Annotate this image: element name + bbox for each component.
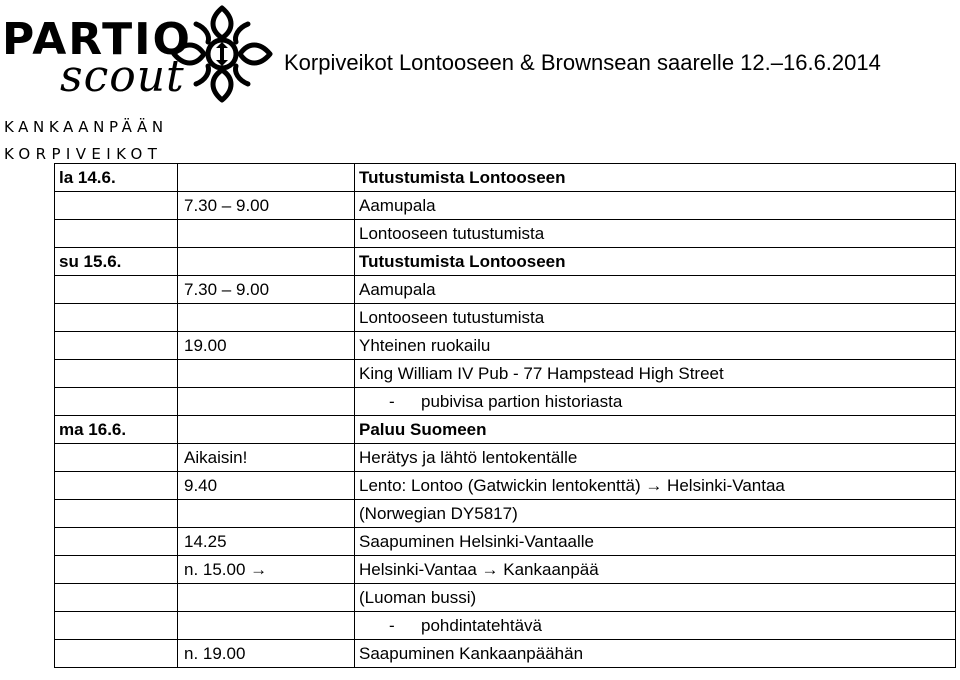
time-cell: 9.40 bbox=[178, 472, 355, 500]
time-cell: n. 19.00 bbox=[178, 640, 355, 668]
event-cell: Helsinki-Vantaa → Kankaanpää bbox=[355, 556, 956, 584]
day-cell bbox=[55, 444, 178, 472]
logo-partio-text: PARTIO bbox=[2, 14, 192, 65]
time-cell bbox=[178, 500, 355, 528]
event-cell: Paluu Suomeen bbox=[355, 416, 956, 444]
bullet-dash: - bbox=[389, 616, 395, 635]
event-cell: Aamupala bbox=[355, 276, 956, 304]
schedule-row bbox=[55, 500, 956, 528]
day-cell bbox=[55, 584, 178, 612]
time-cell bbox=[178, 164, 355, 192]
event-cell: (Norwegian DY5817) bbox=[355, 500, 956, 528]
day-cell bbox=[55, 332, 178, 360]
time-cell bbox=[178, 220, 355, 248]
schedule-day-row bbox=[55, 164, 956, 192]
day-cell bbox=[55, 360, 178, 388]
day-cell: su 15.6. bbox=[55, 248, 178, 276]
fleur-de-lis-emblem-icon bbox=[166, 2, 278, 106]
day-cell bbox=[55, 640, 178, 668]
event-text: pubivisa partion historiasta bbox=[421, 392, 623, 411]
schedule-row bbox=[55, 640, 956, 668]
day-cell bbox=[55, 556, 178, 584]
event-cell: Saapuminen Kankaanpäähän bbox=[355, 640, 956, 668]
schedule-row bbox=[55, 556, 956, 584]
time-cell: Aikaisin! bbox=[178, 444, 355, 472]
bullet-dash: - bbox=[389, 392, 395, 411]
event-cell: Lento: Lontoo (Gatwickin lentokenttä) → Helsinki-Vantaa bbox=[355, 472, 956, 500]
schedule-body bbox=[55, 164, 956, 668]
event-cell: Lontooseen tutustumista bbox=[355, 304, 956, 332]
logo-scout-text: scout bbox=[60, 51, 185, 102]
time-cell: 7.30 – 9.00 bbox=[178, 192, 355, 220]
day-cell bbox=[55, 192, 178, 220]
time-cell bbox=[178, 248, 355, 276]
time-cell bbox=[178, 360, 355, 388]
schedule-day-row bbox=[55, 416, 956, 444]
time-cell bbox=[178, 416, 355, 444]
event-cell: (Luoman bussi) bbox=[355, 584, 956, 612]
time-cell bbox=[178, 584, 355, 612]
event-cell: Tutustumista Lontooseen bbox=[355, 248, 956, 276]
day-cell bbox=[55, 612, 178, 640]
schedule-row bbox=[55, 360, 956, 388]
schedule-row bbox=[55, 304, 956, 332]
schedule-row bbox=[55, 220, 956, 248]
logo-korpiveikot-text: KORPIVEIKOT bbox=[4, 145, 163, 163]
schedule-row bbox=[55, 332, 956, 360]
logo-kankaanpaan-text: KANKAANPÄÄN bbox=[4, 118, 168, 136]
day-cell: ma 16.6. bbox=[55, 416, 178, 444]
event-cell bbox=[355, 388, 956, 416]
event-cell: King William IV Pub - 77 Hampstead High Street bbox=[355, 360, 956, 388]
time-cell: 14.25 bbox=[178, 528, 355, 556]
time-cell: 19.00 bbox=[178, 332, 355, 360]
time-cell bbox=[178, 304, 355, 332]
schedule-row bbox=[55, 444, 956, 472]
time-cell: n. 15.00 → bbox=[178, 556, 355, 584]
day-cell bbox=[55, 220, 178, 248]
event-cell bbox=[355, 612, 956, 640]
day-cell bbox=[55, 388, 178, 416]
event-cell: Lontooseen tutustumista bbox=[355, 220, 956, 248]
schedule-day-row bbox=[55, 248, 956, 276]
day-cell bbox=[55, 528, 178, 556]
day-cell: la 14.6. bbox=[55, 164, 178, 192]
page-header bbox=[0, 0, 960, 166]
schedule-row bbox=[55, 584, 956, 612]
schedule-row bbox=[55, 528, 956, 556]
event-cell: Saapuminen Helsinki-Vantaalle bbox=[355, 528, 956, 556]
day-cell bbox=[55, 472, 178, 500]
schedule-row bbox=[55, 192, 956, 220]
event-text: pohdintatehtävä bbox=[421, 616, 542, 635]
day-cell bbox=[55, 500, 178, 528]
event-cell: Yhteinen ruokailu bbox=[355, 332, 956, 360]
time-cell bbox=[178, 388, 355, 416]
time-cell bbox=[178, 612, 355, 640]
schedule-row bbox=[55, 388, 956, 416]
day-cell bbox=[55, 276, 178, 304]
schedule-row bbox=[55, 276, 956, 304]
time-cell: 7.30 – 9.00 bbox=[178, 276, 355, 304]
schedule-row bbox=[55, 612, 956, 640]
event-cell: Herätys ja lähtö lentokentälle bbox=[355, 444, 956, 472]
schedule-table bbox=[54, 163, 956, 668]
event-cell: Tutustumista Lontooseen bbox=[355, 164, 956, 192]
document-title: Korpiveikot Lontooseen & Brownsean saarelle 12.–16.6.2014 bbox=[284, 50, 881, 75]
event-cell: Aamupala bbox=[355, 192, 956, 220]
day-cell bbox=[55, 304, 178, 332]
schedule-row bbox=[55, 472, 956, 500]
